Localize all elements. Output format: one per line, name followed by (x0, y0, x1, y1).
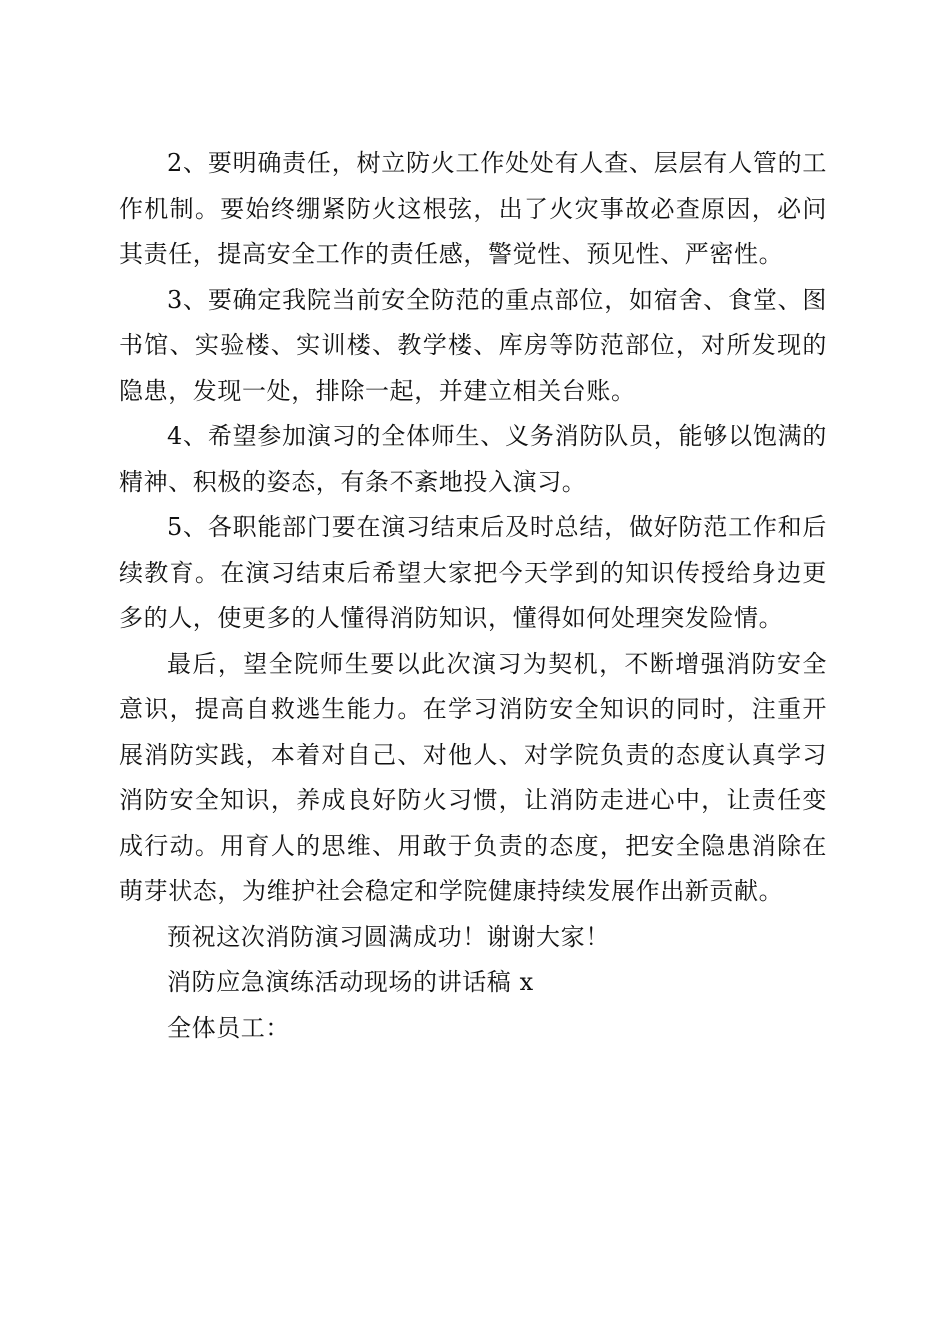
document-body (119, 141, 827, 1051)
paragraph-participants: 4、希望参加演习的全体师生、义务消防队员，能够以饱满的精神、积极的姿态，有条不紊地投入演习。 (119, 422, 827, 496)
paragraph-wishes: 预祝这次消防演习圆满成功！谢谢大家！ (167, 922, 610, 951)
paragraph-salutation: 全体员工： (167, 1013, 290, 1042)
paragraph-summary: 5、各职能部门要在演习结束后及时总结，做好防范工作和后续教育。在演习结束后希望大家把今天学到的知识传授给身边更多的人，使更多的人懂得消防知识，懂得如何处理突发险情。 (119, 513, 827, 632)
paragraph-responsibility: 2、要明确责任，树立防火工作处处有人查、层层有人管的工作机制。要始终绷紧防火这根弦，出了火灾事故必查原因，必问其责任，提高安全工作的责任感，警觉性、预见性、严密性。 (119, 149, 827, 268)
paragraph-title: 消防应急演练活动现场的讲话稿 x (167, 968, 534, 996)
paragraph-conclusion: 最后，望全院师生要以此次演习为契机，不断增强消防安全意识，提高自救逃生能力。在学习消防安全知识的同时，注重开展消防实践，本着对自己、对他人、对学院负责的态度认真学习消防安全知识，养成良好防火习惯，让消防走进心中，让责任变成行动。用育人的思维、用敢于负责的态度，把安全隐患消除在萌芽状态，为维护社会稳定和学院健康持续发展作出新贡献。 (119, 649, 827, 905)
paragraph-key-areas: 3、要确定我院当前安全防范的重点部位，如宿舍、食堂、图书馆、实验楼、实训楼、教学楼、库房等防范部位，对所发现的隐患，发现一处，排除一起，并建立相关台账。 (119, 285, 827, 405)
